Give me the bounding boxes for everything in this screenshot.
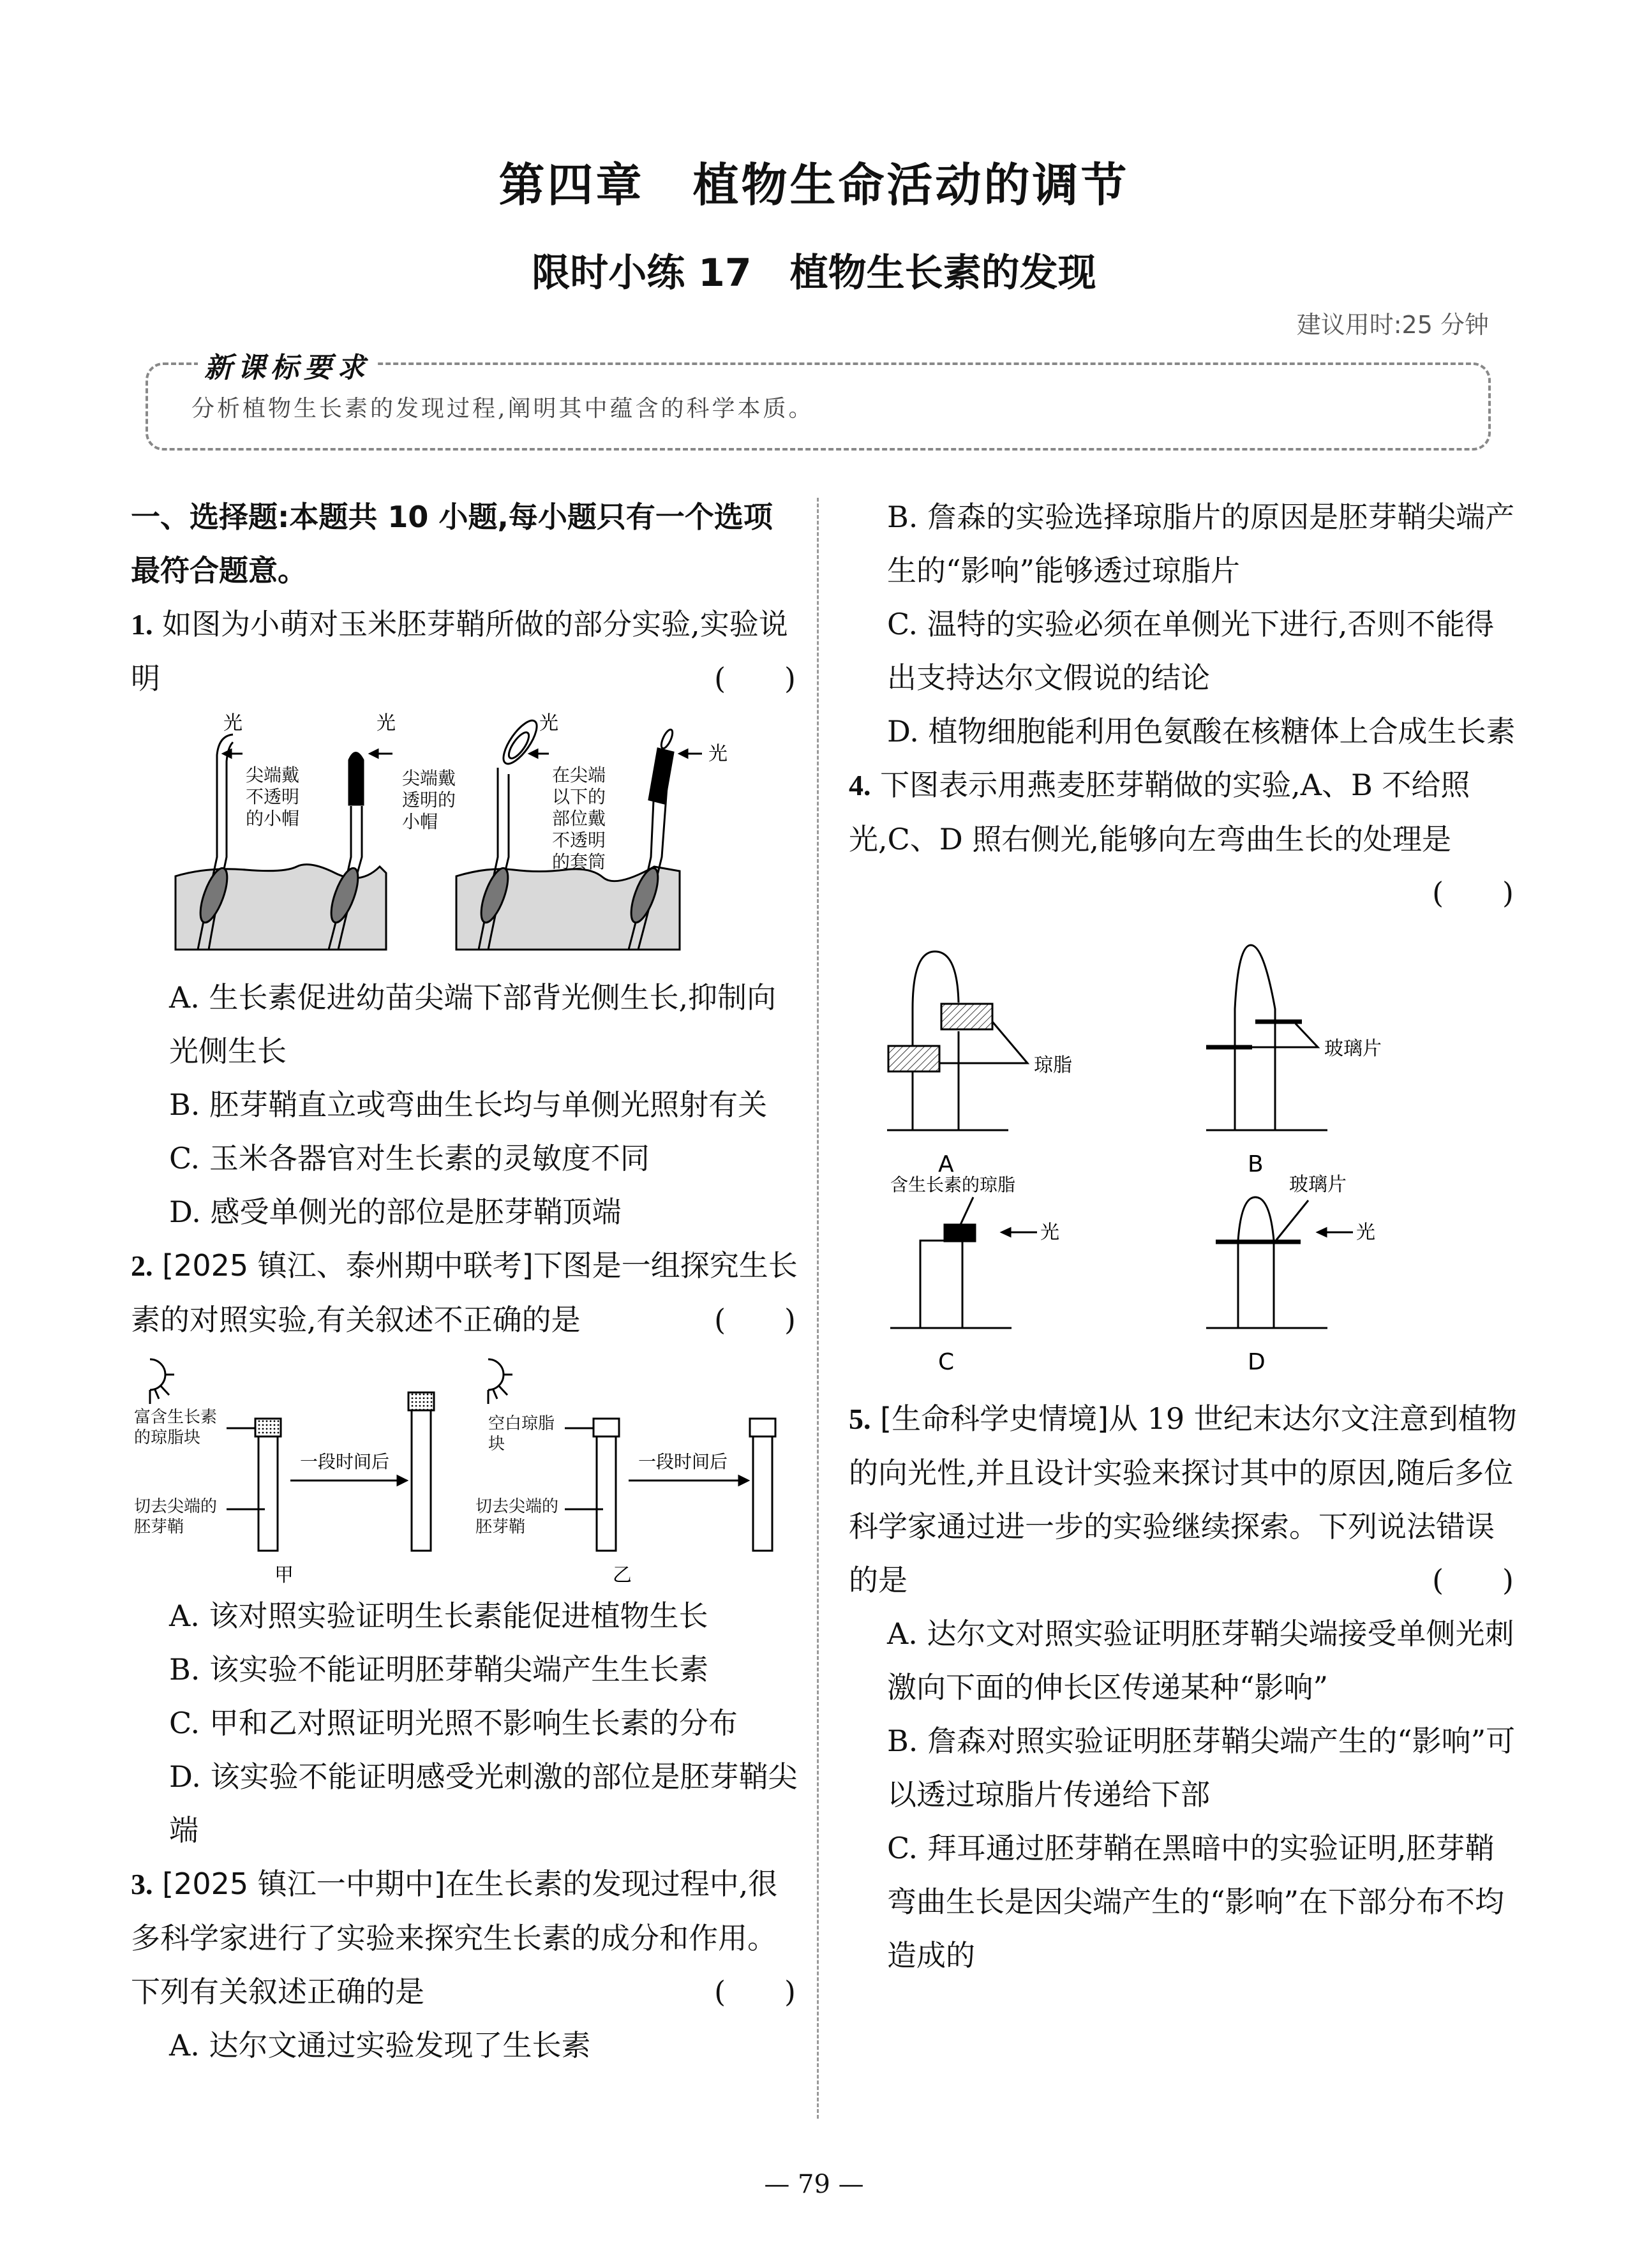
label-after-time: 一段时间后: [300, 1451, 390, 1472]
page-number: — 79 —: [764, 2170, 864, 2199]
suggested-time: 建议用时:25 分钟: [1296, 311, 1489, 339]
option-text: 詹森的实验选择琼脂片的原因是胚芽鞘尖端产生的“影响”能够透过琼脂片: [887, 500, 1515, 588]
option-c[interactable]: [849, 1821, 1519, 1982]
label-after-time: 一段时间后: [638, 1451, 728, 1472]
question-source: [2025 镇江一中期中]: [162, 1867, 445, 1901]
option-letter: D.: [169, 1195, 201, 1229]
label-light-4: 光: [708, 743, 728, 765]
option-text: 拜耳通过胚芽鞘在黑暗中的实验证明,胚芽鞘弯曲生长是因尖端产生的“影响”在下部分布不均造成的: [887, 1831, 1505, 1973]
option-a[interactable]: [849, 1607, 1519, 1714]
question-number: 1.: [131, 608, 153, 641]
option-c[interactable]: [131, 1131, 801, 1185]
label-cut-coleoptile: 切去尖端的胚芽鞘: [134, 1497, 218, 1537]
jia-after: [408, 1392, 434, 1551]
panel-label-b: B: [1248, 1151, 1264, 1177]
option-text: 达尔文对照实验证明胚芽鞘尖端接受单侧光刺激向下面的伸长区传递某种“影响”: [887, 1616, 1514, 1705]
column-divider: [817, 498, 819, 2119]
option-text: 达尔文通过实验发现了生长素: [209, 2028, 591, 2063]
option-letter: B.: [169, 1652, 200, 1687]
q2-figure: [131, 1347, 801, 1589]
option-c[interactable]: [131, 1696, 801, 1750]
panel-a: [887, 951, 1027, 1130]
label-auxin-agar: 富含生长素的琼脂块: [134, 1408, 218, 1447]
yi-before: [594, 1419, 619, 1551]
option-text: 该实验不能证明感受光刺激的部位是胚芽鞘尖端: [169, 1759, 798, 1847]
label-light-1: 光: [223, 712, 243, 735]
label-opaque-sleeve: 在尖端以下的部位戴不透明的套筒: [552, 765, 606, 872]
question-number: 5.: [849, 1403, 871, 1435]
chapter-title: 第四章 植物生命活动的调节: [498, 158, 1130, 212]
option-text: 温特的实验必须在单侧光下进行,否则不能得出支持达尔文假说的结论: [887, 607, 1495, 695]
question-stem: 下图是一组探究生长素的对照实验,有关叙述不正确的是: [131, 1248, 798, 1337]
option-letter: A.: [887, 1616, 918, 1651]
answer-blank[interactable]: ( ): [1432, 876, 1514, 910]
panel-label-a: A: [938, 1151, 954, 1177]
label-light-3: 光: [539, 712, 558, 735]
left-column: [131, 490, 801, 2072]
question-number: 3.: [131, 1868, 153, 1900]
label-light: 光: [1040, 1221, 1059, 1244]
sun-icon: [150, 1359, 174, 1404]
option-text: 詹森对照实验证明胚芽鞘尖端产生的“影响”可以透过琼脂片传递给下部: [887, 1724, 1516, 1812]
option-text: 玉米各器官对生长素的灵敏度不同: [209, 1141, 650, 1175]
question-stem: 在生长素的发现过程中,很多科学家进行了实验来探究生长素的成分和作用。下列有关叙述正确的是: [131, 1867, 778, 2009]
option-d[interactable]: [131, 1750, 801, 1857]
option-letter: A.: [169, 1599, 200, 1633]
label-light-2: 光: [377, 712, 396, 735]
option-text: 该对照实验证明生长素能促进植物生长: [209, 1599, 708, 1633]
question-stem: 如图为小萌对玉米胚芽鞘所做的部分实验,实验说明: [131, 607, 788, 696]
label-agar: 琼脂: [1034, 1054, 1072, 1077]
question-4: [849, 758, 1519, 1392]
question-number: 4.: [849, 769, 871, 802]
option-letter: A.: [169, 2028, 200, 2063]
q4-figure: [849, 920, 1487, 1392]
label-glass: 玻璃片: [1289, 1174, 1347, 1196]
panel-c: [890, 1197, 1037, 1328]
label-yi: 乙: [613, 1564, 632, 1586]
q1-figure: [169, 710, 807, 966]
answer-blank[interactable]: ( ): [714, 661, 796, 696]
label-blank-agar: 空白琼脂块: [488, 1414, 555, 1454]
option-letter: D.: [887, 714, 919, 749]
question-source: [2025 镇江、泰州期中联考]: [162, 1248, 534, 1283]
question-1: [131, 597, 801, 1239]
lesson-title: 限时小练 17 植物生长素的发现: [532, 251, 1096, 295]
label-cut-coleoptile: 切去尖端的胚芽鞘: [475, 1497, 559, 1537]
option-text: 生长素促进幼苗尖端下部背光侧生长,抑制向光侧生长: [169, 980, 777, 1068]
label-light: 光: [1356, 1221, 1375, 1244]
question-stem: 下图表示用燕麦胚芽鞘做的实验,A、B 不给照光,C、D 照右侧光,能够向左弯曲生长的处理是: [849, 768, 1470, 856]
yi-after: [750, 1419, 775, 1551]
jia-before: [255, 1419, 281, 1551]
panel-d: [1206, 1197, 1353, 1328]
option-letter: B.: [887, 500, 918, 534]
answer-blank[interactable]: ( ): [714, 1302, 796, 1337]
question-5: [849, 1392, 1519, 1982]
panel-label-d: D: [1248, 1349, 1266, 1375]
option-d[interactable]: [131, 1185, 801, 1239]
option-letter: C.: [887, 607, 918, 641]
option-d[interactable]: [849, 705, 1519, 758]
question-number: 2.: [131, 1250, 153, 1282]
question-source: [生命科学史情境]: [880, 1401, 1109, 1436]
panel-label-c: C: [938, 1349, 955, 1375]
answer-blank[interactable]: ( ): [714, 1974, 796, 2009]
label-opaque-cap: 尖端戴不透明的小帽: [246, 765, 300, 829]
requirement-text: 分析植物生长素的发现过程,阐明其中蕴含的科学本质。: [191, 396, 814, 422]
option-b[interactable]: [131, 1078, 801, 1131]
option-letter: C.: [887, 1831, 918, 1865]
question-2: [131, 1239, 801, 1857]
option-text: 感受单侧光的部位是胚芽鞘顶端: [210, 1195, 622, 1229]
option-text: 甲和乙对照证明光照不影响生长素的分布: [209, 1706, 738, 1740]
answer-blank[interactable]: ( ): [1432, 1563, 1514, 1597]
option-b[interactable]: [849, 1714, 1519, 1821]
question-stem: 从 19 世纪末达尔文注意到植物的向光性,并且设计实验来探讨其中的原因,随后多位科学家通过进一步的实验继续探索。下列说法错误的是: [849, 1401, 1517, 1597]
right-column: [849, 490, 1519, 1982]
option-letter: B.: [887, 1724, 918, 1758]
option-a[interactable]: [131, 2018, 801, 2072]
sun-icon: [488, 1359, 512, 1404]
option-c[interactable]: [849, 597, 1519, 705]
option-letter: C.: [169, 1706, 200, 1740]
requirement-title: 新课标要求: [198, 345, 377, 385]
option-letter: C.: [169, 1141, 200, 1175]
option-text: 该实验不能证明胚芽鞘尖端产生生长素: [209, 1652, 709, 1687]
question-3: [131, 1857, 801, 2072]
option-letter: D.: [169, 1759, 201, 1794]
option-a[interactable]: [131, 1589, 801, 1643]
option-text: 植物细胞能利用色氨酸在核糖体上合成生长素: [928, 714, 1516, 749]
label-glass: 玻璃片: [1324, 1038, 1382, 1060]
label-agar-auxin: 含生长素的琼脂: [890, 1174, 1016, 1195]
option-b[interactable]: [849, 490, 1519, 597]
option-letter: A.: [169, 980, 200, 1015]
option-text: 胚芽鞘直立或弯曲生长均与单侧光照射有关: [209, 1087, 768, 1122]
section-heading: 一、选择题:本题共 10 小题,每小题只有一个选项最符合题意。: [131, 500, 773, 588]
option-letter: B.: [169, 1087, 200, 1122]
label-jia: 甲: [274, 1564, 294, 1586]
panel-b: [1206, 945, 1327, 1130]
option-b[interactable]: [131, 1643, 801, 1696]
option-a[interactable]: [131, 971, 801, 1078]
light-arrows: [223, 750, 702, 757]
label-transparent-cap: 尖端戴透明的小帽: [402, 768, 456, 832]
